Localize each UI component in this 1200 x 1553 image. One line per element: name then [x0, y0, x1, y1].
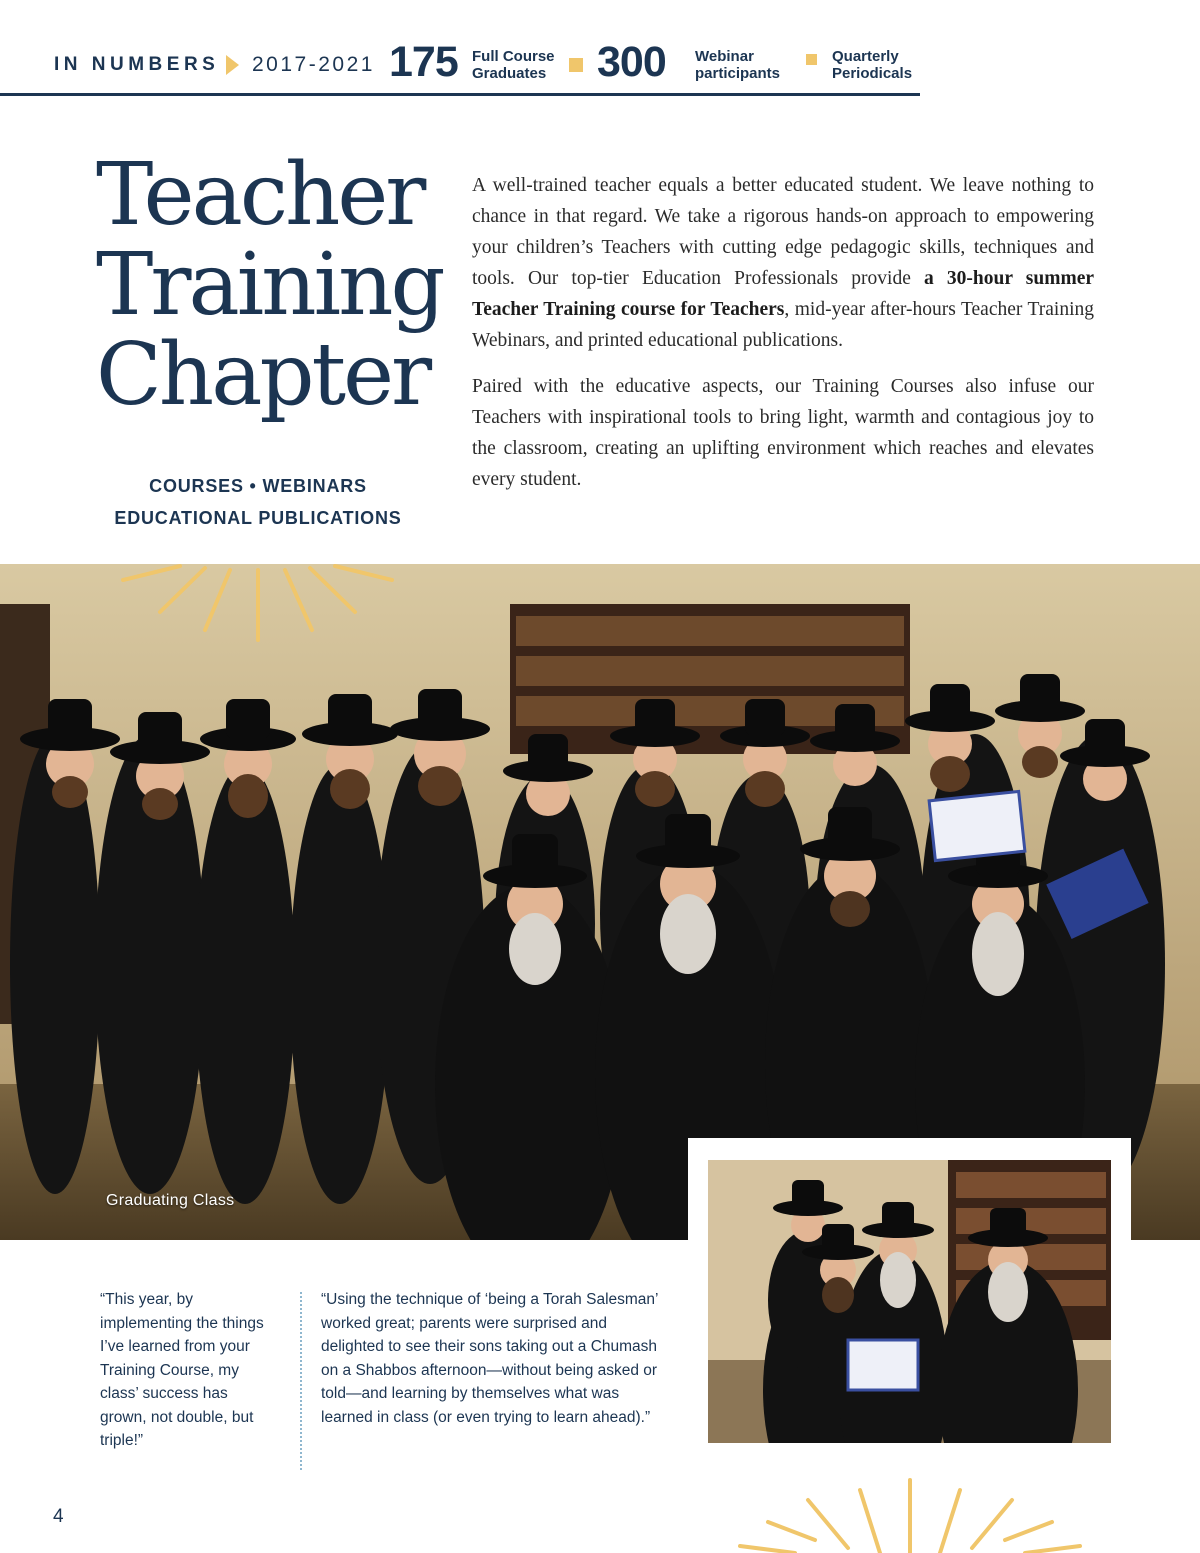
dotted-divider	[300, 1292, 302, 1470]
body-copy	[472, 170, 1094, 510]
graduates-label: Full Course Graduates	[472, 48, 555, 82]
stats-label: IN NUMBERS	[54, 54, 220, 75]
certificate-presentation-photo	[708, 1160, 1111, 1443]
page-title	[96, 145, 443, 425]
title-line: Chapter	[96, 325, 430, 425]
webinar-count: 300	[597, 38, 666, 86]
triangle-arrow-icon	[226, 55, 239, 75]
photo-illustration	[708, 1160, 1111, 1443]
square-bullet-icon	[569, 58, 583, 72]
webinar-label: Webinar participants	[695, 48, 781, 82]
square-bullet-icon	[806, 54, 817, 65]
subtitle-line: EDUCATIONAL PUBLICATIONS	[114, 508, 402, 528]
stats-years: 2017-2021	[252, 53, 375, 76]
body-text: A well-trained teacher equals a better educated student. We leave nothing to chance in that regard. We take a rigorous hands-on approach to empowering your children’s Teachers with cutting edge pedagogic skills, techniques and tools. Our top-tier Education Professionals provide	[472, 175, 1094, 289]
body-paragraph	[472, 170, 1094, 356]
testimonial-quote: “This year, by implementing the things I’ve learned from your Training Course, my class’ success has grown, not double, but triple!”	[100, 1291, 264, 1449]
body-bold-text: a 30-hour summer Teacher Training course for Teachers	[472, 268, 1095, 320]
title-line: Training	[96, 235, 443, 335]
photo-caption: Graduating Class	[106, 1192, 235, 1209]
periodicals-label: Quarterly Periodicals	[832, 48, 913, 82]
title-line: Teacher	[96, 145, 424, 245]
testimonial-quote: “Using the technique of ‘being a Torah Salesman’ worked great; parents were surprised and delighted to see their sons taking out a Chumash on a Shabbos afternoon—without being asked or told—and learning by themselves what was learned in class (or even trying to learn ahead).”	[321, 1291, 658, 1426]
body-paragraph: Paired with the educative aspects, our Training Courses also infuse our Teachers with inspirational tools to bring light, warmth and contagious joy to the classroom, creating an uplifting environment which reaches and elevates every student.	[472, 376, 1094, 490]
body-text: , mid-year after-hours Teacher Training Webinars, and printed educational publications.	[472, 299, 1094, 351]
graduates-count: 175	[389, 38, 458, 86]
sunburst-bottom-icon	[740, 1480, 1080, 1553]
stats-strip	[0, 38, 920, 96]
subtitle-line: COURSES • WEBINARS	[149, 476, 367, 496]
section-subtitle	[100, 470, 416, 534]
page-number: 4	[53, 1506, 64, 1527]
